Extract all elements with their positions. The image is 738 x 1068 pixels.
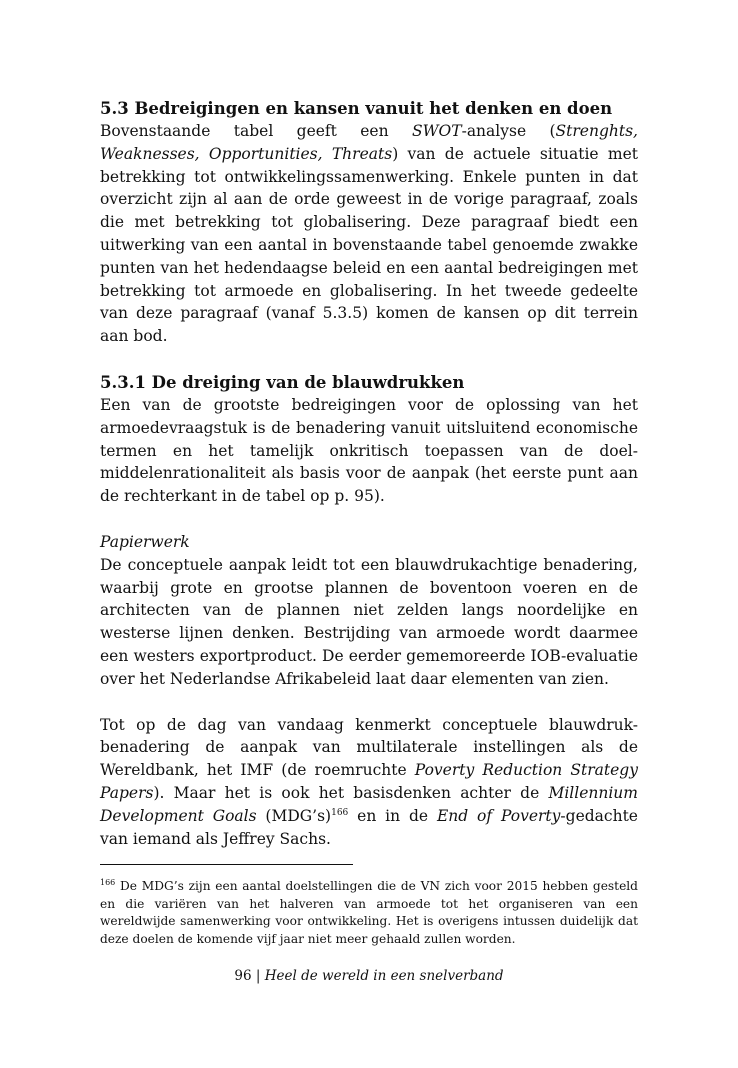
text-run: -gedachte van iemand als Jeffrey Sachs.: [100, 806, 638, 848]
subsection-paragraph-3: [100, 714, 638, 851]
text-run-italic: Poverty Reduction Strategy Papers: [100, 761, 638, 802]
text-run: -analyse (: [461, 122, 556, 140]
subsection-heading: 5.3.1 De dreiging van de blauwdrukken: [100, 372, 465, 392]
footnote-text: De MDG’s zijn een aantal doelstellingen die de VN zich voor 2015 hebben gesteld en die variëren van het halveren van armoede tot het organiseren van een wereldwijde samenwerking voor ontwikkeling. Het is overigens intussen duidelijk dat deze doelen de komende vijf jaar niet meer gehaald zullen worden.: [100, 879, 638, 946]
footnote-reference[interactable]: 166: [331, 807, 349, 818]
text-run-italic: Strenghts, Weaknesses, Opportunities, Threats: [100, 122, 638, 163]
page-body: [100, 97, 638, 850]
page-footer: [0, 966, 738, 986]
footer-separator: |: [251, 968, 265, 984]
text-run: en in de: [348, 806, 437, 825]
footnote-number: 166: [100, 877, 116, 887]
page-number: 96: [234, 968, 252, 984]
spacer: [100, 348, 638, 371]
text-run-italic: End of Poverty: [436, 806, 561, 825]
spacer: [100, 508, 638, 531]
text-run: Tot op de dag van vandaag kenmerkt conceptuele blauwdruk-benadering de aanpak van multilaterale instellingen als de Wereldbank, het IMF (de roemruchte: [100, 715, 638, 780]
text-run: (MDG’s): [256, 806, 332, 825]
text-run-italic: Millennium Development Goals: [100, 783, 638, 825]
footnote: [100, 878, 638, 948]
spacer: [100, 691, 638, 714]
subheading-papierwerk: Papierwerk: [100, 532, 190, 551]
text-run: ). Maar het is ook het basisdenken achter de: [153, 783, 549, 802]
section-paragraph-1: [100, 120, 638, 348]
section-heading: 5.3 Bedreigingen en kansen vanuit het denken en doen: [100, 99, 613, 118]
footnote-divider: [100, 864, 353, 865]
text-run: ) van de actuele situatie met betrekking tot ontwikkelingssamenwerking. Enkele punten in dat overzicht zijn al aan de orde geweest in de vorige paragraaf, zoals die met betrekking tot globalisering. Deze paragraaf biedt een uitwerking van een aantal in bovenstaande tabel genoemde zwakke punten van het hedendaagse beleid en een aantal bedreigingen met betrekking tot armoede en globalisering. In het tweede gedeelte van deze paragraaf (vanaf 5.3.5) komen de kansen op dit terrein aan bod.: [100, 144, 638, 346]
book-title: Heel de wereld in een snelverband: [264, 968, 504, 984]
subsection-paragraph-2: De conceptuele aanpak leidt tot een blauwdrukachtige benadering, waarbij grote en grootse plannen de boventoon voeren en de architecten van de plannen niet zelden langs noordelijke en westerse lijnen denken. Bestrijding van armoede wordt daarmee een westers exportproduct. De eerder gememoreerde IOB-evaluatie over het Nederlandse Afrikabeleid laat daar elementen van zien.: [100, 555, 638, 688]
text-run: Bovenstaande tabel geeft een: [100, 122, 412, 140]
subsection-paragraph-1: Een van de grootste bedreigingen voor de oplossing van het armoedevraagstuk is de benadering vanuit uitsluitend economische termen en het tamelijk onkritisch toepassen van de doel-middelenrationaliteit als basis voor de aanpak (het eerste punt aan de rechterkant in de tabel op p. 95).: [100, 395, 638, 506]
text-run-italic: SWOT: [411, 122, 462, 140]
